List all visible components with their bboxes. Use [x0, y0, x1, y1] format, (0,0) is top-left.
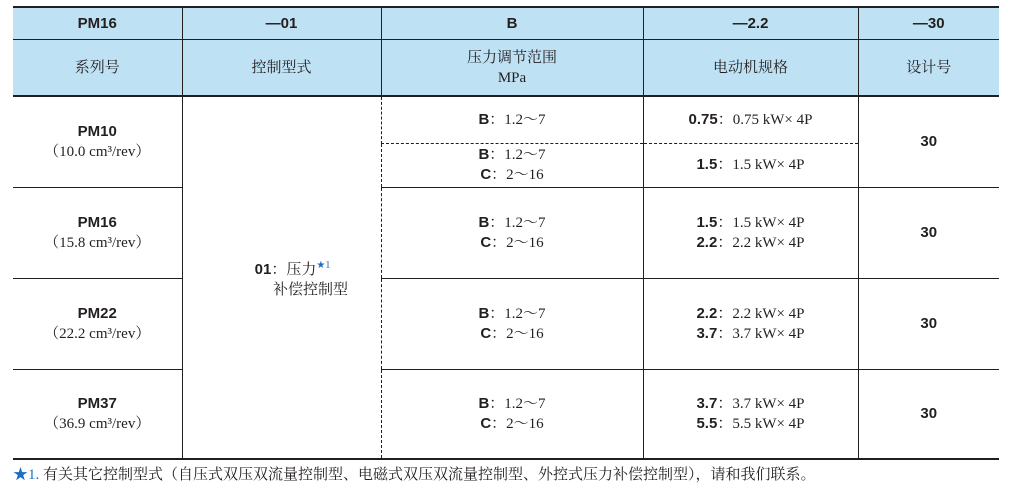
- label-motor: 电动机规格: [643, 40, 858, 97]
- label-design: 设计号: [858, 40, 999, 97]
- control-line1: 压力: [286, 261, 317, 278]
- code-pressure: B: [381, 7, 643, 40]
- code-motor: —2.2: [643, 7, 858, 40]
- control-code: 01: [254, 260, 272, 278]
- model-name: PM10: [77, 122, 117, 140]
- design-cell: 30: [858, 187, 999, 278]
- code-control: —01: [182, 7, 381, 40]
- model-cell: PM37 （36.9 cm³/rev）: [13, 369, 182, 459]
- motor-cell: 1.5：1.5 kW× 4P 2.2：2.2 kW× 4P: [643, 187, 858, 278]
- motor-cell: 3.7：3.7 kW× 4P 5.5：5.5 kW× 4P: [643, 369, 858, 459]
- label-pressure-unit: MPa: [497, 69, 527, 86]
- pressure-cell: B：1.2～7 C：2～16: [381, 187, 643, 278]
- footnote-star-icon: ★1: [316, 259, 331, 271]
- label-row: [13, 40, 999, 97]
- table-row: [13, 187, 999, 278]
- design-cell: 30: [858, 278, 999, 369]
- pressure-cell: B：1.2～7 C：2～16: [381, 143, 643, 187]
- pressure-line: B：1.2～7: [478, 110, 546, 128]
- pressure-cell: [381, 96, 643, 143]
- motor-cell: 2.2：2.2 kW× 4P 3.7：3.7 kW× 4P: [643, 278, 858, 369]
- model-cell: PM22 （22.2 cm³/rev）: [13, 278, 182, 369]
- table-row: [13, 96, 999, 143]
- label-control: 控制型式: [182, 40, 381, 97]
- control-cell: [182, 96, 381, 459]
- footnote-mark: ★1.: [13, 467, 40, 483]
- pressure-cell: B：1.2～7 C：2～16: [381, 369, 643, 459]
- pressure-cell: B：1.2～7 C：2～16: [381, 278, 643, 369]
- label-series: 系列号: [13, 40, 182, 97]
- design-cell: 30: [858, 369, 999, 459]
- spec-table: [13, 6, 999, 460]
- model-displacement: （10.0 cm³/rev）: [44, 143, 151, 160]
- model-code-row: [13, 7, 999, 40]
- design-cell: [858, 96, 999, 187]
- table-row: [13, 278, 999, 369]
- motor-cell: [643, 96, 858, 143]
- control-sep: ：: [271, 261, 287, 278]
- footnote: [13, 463, 816, 484]
- label-pressure: [381, 40, 643, 97]
- design-number: 30: [920, 132, 938, 150]
- model-cell: PM16 （15.8 cm³/rev）: [13, 187, 182, 278]
- motor-line: 0.75：0.75 kW× 4P: [688, 110, 813, 128]
- model-cell: [13, 96, 182, 187]
- control-line2: 补偿控制型: [272, 281, 348, 298]
- footnote-text: 有关其它控制型式（自压式双压双流量控制型、电磁式双压双流量控制型、外控式压力补偿控制型），请和我们联系。: [39, 467, 816, 483]
- code-series: PM16: [13, 7, 182, 40]
- table-row: [13, 369, 999, 459]
- motor-cell: 1.5：1.5 kW× 4P: [643, 143, 858, 187]
- label-pressure-title: 压力调节范围: [466, 49, 557, 66]
- code-design: —30: [858, 7, 999, 40]
